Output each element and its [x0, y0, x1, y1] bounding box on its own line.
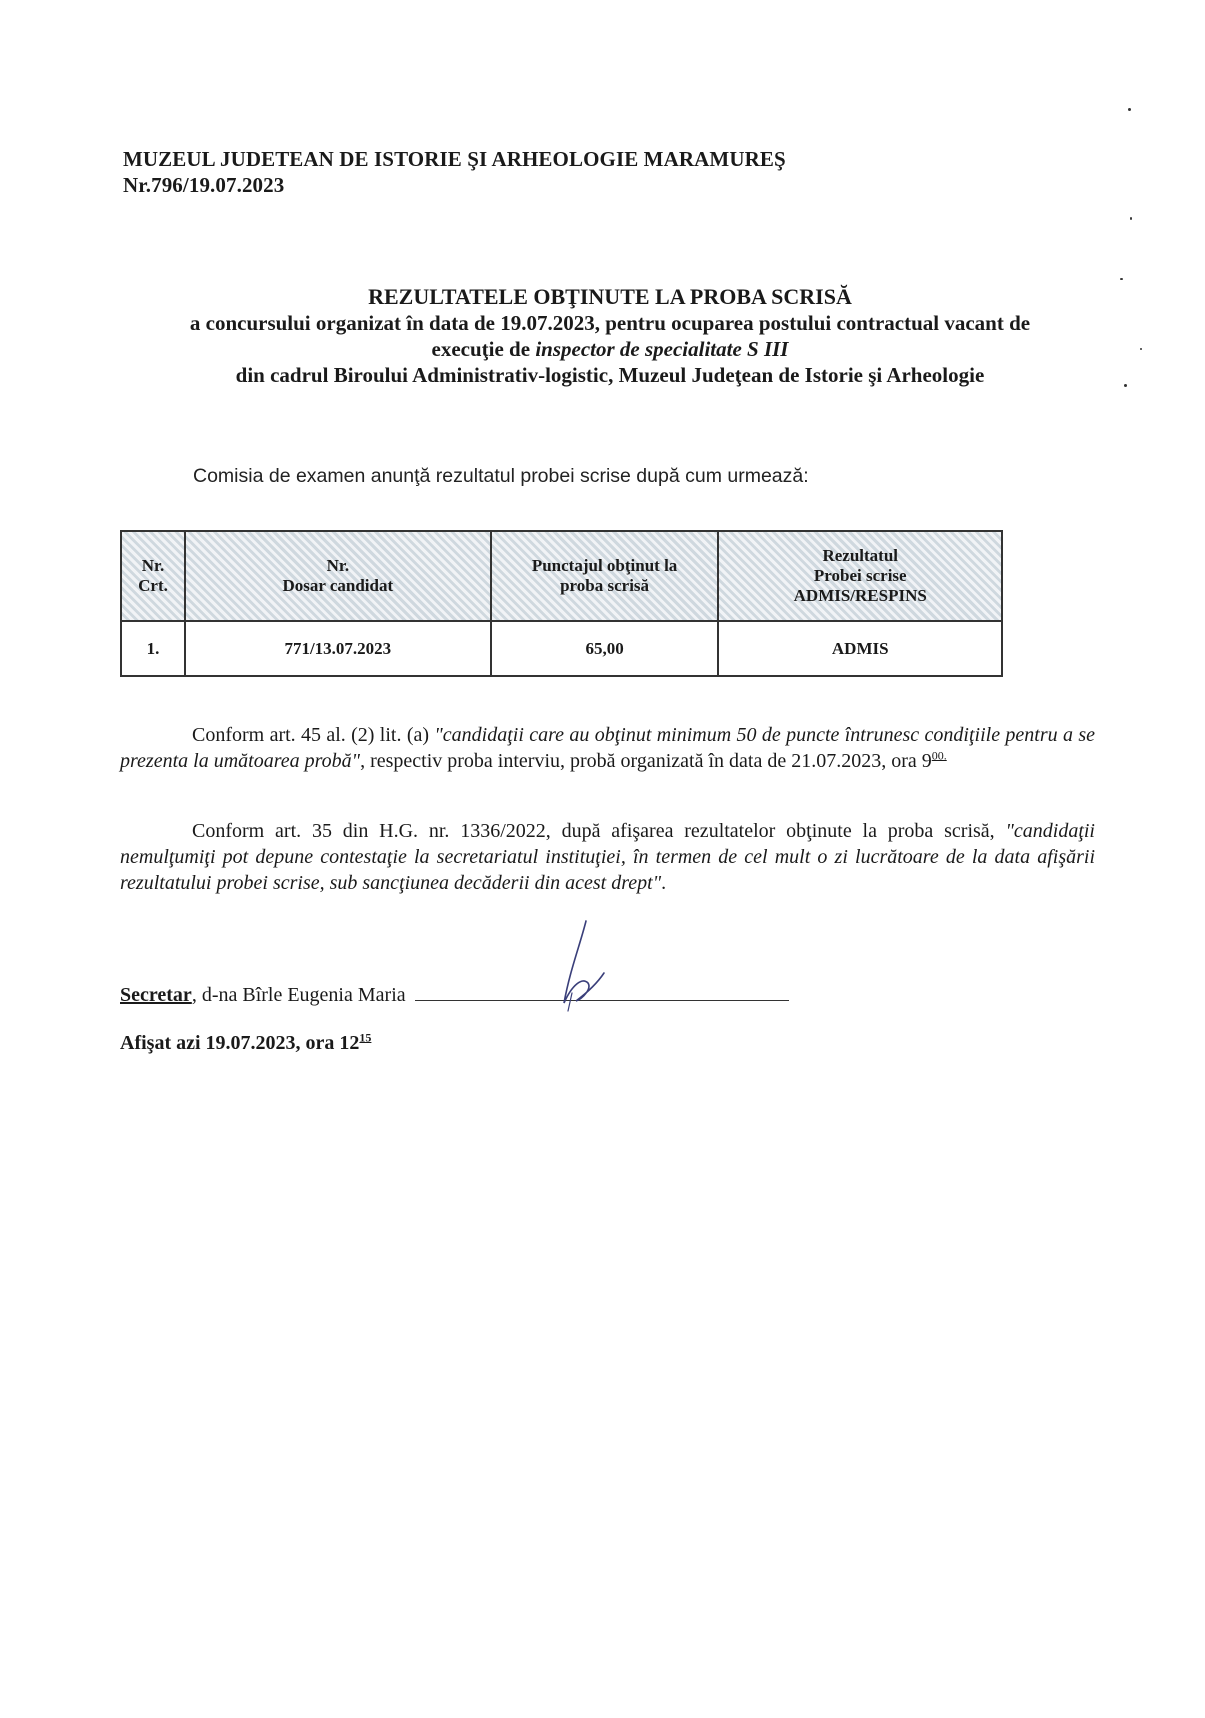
secretary-name: , d-na Bîrle Eugenia Maria	[191, 984, 406, 1006]
paragraph-contestation: Conform art. 35 din H.G. nr. 1336/2022, după afişarea rezultatelor obţinute la proba scrisă, "candidaţii nemulţumiţi pot depune contestaţie la secretariatul instituţiei, în termen de cel mult o zi lucrătoare de la data afişării rezultatului probei scrise, sub sancţiunea decăderii din acest drept".	[120, 820, 1095, 894]
header-dosar: Nr. Dosar candidat	[185, 531, 491, 621]
table-header-row	[121, 531, 1002, 621]
position-name: inspector de specialitate S III	[535, 337, 789, 361]
quote-contestation: "candidaţii nemulţumiţi pot depune contestaţie la secretariatul instituţiei, în termen de cel mult o zi lucrătoare de la data afişării rezultatului probei scrise, sub sancţiunea decăderii din acest drept"	[120, 820, 1095, 894]
title-line-3	[110, 336, 1110, 362]
document-header	[123, 146, 786, 198]
intro-text: Comisia de examen anunţă rezultatul probei scrise după cum urmează:	[193, 465, 809, 487]
cell-punctaj: 65,00	[491, 621, 719, 676]
cell-rezultat: ADMIS	[718, 621, 1002, 676]
posted-time-sup: 15	[359, 1030, 372, 1045]
secretary-role: Secretar	[120, 984, 192, 1006]
scan-speck	[1140, 348, 1142, 350]
header-punctaj: Punctajul obţinut la proba scrisă	[491, 531, 719, 621]
scan-speck	[1120, 278, 1123, 280]
scan-speck	[1128, 108, 1131, 111]
paragraph-interview-conditions: Conform art. 45 al. (2) lit. (a) "candidaţii care au obţinut minimum 50 de puncte întrunesc condiţiile pentru a se prezenta la umătoarea probă", respectiv proba interviu, probă organizată în data de 21.07.2023, ora $9^{00.}$	[120, 724, 1095, 772]
cell-nr: 1.	[121, 621, 185, 676]
quote-conditions: "candidaţii care au obţinut minimum 50 de puncte întrunesc condiţiile pentru a se prezenta la umătoarea probă"	[120, 724, 1095, 772]
handwritten-signature	[552, 915, 622, 1015]
title-line-2: a concursului organizat în data de 19.07.2023, pentru ocuparea postului contractual vacant de	[189, 311, 1031, 335]
results-table	[120, 530, 1003, 677]
document-title-block	[110, 284, 1110, 388]
cell-dosar: 771/13.07.2023	[185, 621, 491, 676]
header-nr-crt: Nr. Crt.	[121, 531, 185, 621]
table-row	[121, 621, 1002, 676]
header-rezultat: Rezultatul Probei scrise ADMIS/RESPINS	[718, 531, 1002, 621]
scan-speck	[1124, 384, 1127, 387]
scan-speck	[1130, 217, 1132, 220]
reference-number: Nr.796/19.07.2023	[123, 173, 285, 197]
title-line-4: din cadrul Biroului Administrativ-logistic, Muzeul Judeţean de Istorie şi Arheologie	[235, 363, 985, 387]
document-title: REZULTATELE OBŢINUTE LA PROBA SCRISĂ	[368, 284, 852, 309]
interview-time-sup: 00.	[931, 748, 947, 763]
title-line-3-prefix: execuţie de	[431, 337, 531, 361]
posted-line: Afişat azi 19.07.2023, ora $12^{15}$	[120, 1030, 372, 1054]
institution-name: MUZEUL JUDETEAN DE ISTORIE ŞI ARHEOLOGIE MARAMUREŞ	[123, 147, 786, 171]
secretary-line	[120, 982, 789, 1007]
